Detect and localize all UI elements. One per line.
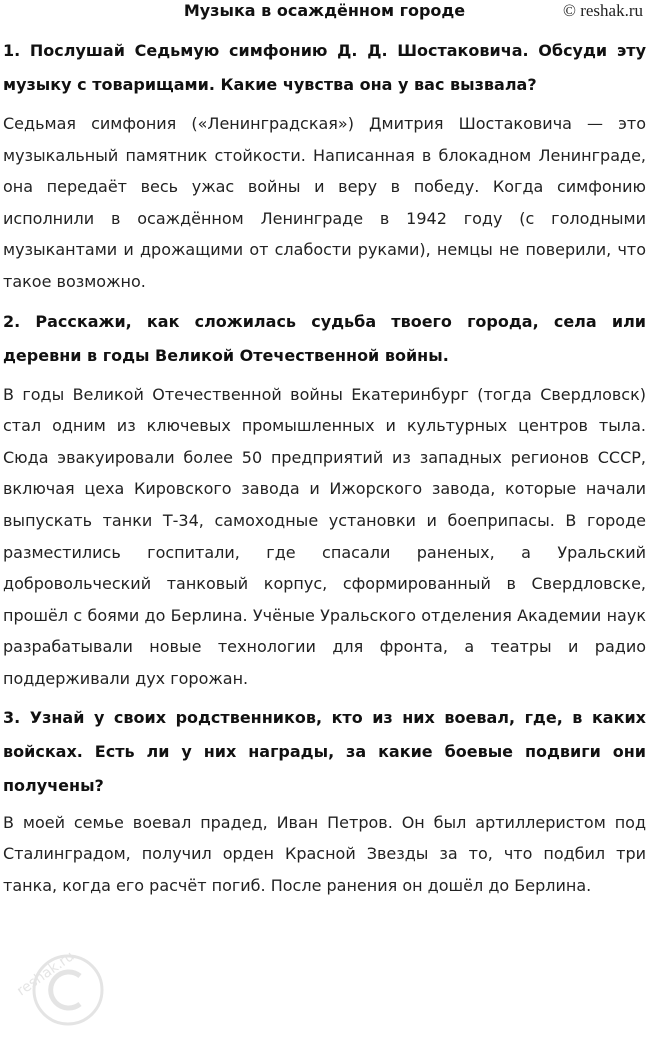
answer-1: Седьмая симфония («Ленинградская») Дмитрия Шостаковича — это музыкальный памятник стойкости. Написанная в блокадном Ленинграде, она передаёт весь ужас войны и веру в победу. Когда симфонию исполнили в осаждённом Ленинграде в 1942 году (с голодными музыкантами и дрожащими от слабости руками), немцы не поверили, что такое возможно. [3, 114, 646, 291]
watermark-text: reshak.ru [14, 948, 78, 1000]
reshak-watermark-icon [8, 930, 128, 1050]
document-content [3, 28, 646, 901]
question-3: 3. Узнай у своих родственников, кто из них воевал, где, в каких войсках. Есть ли у них награды, за какие боевые подвиги они получены? [3, 707, 646, 795]
page-header [0, 0, 649, 24]
answer-2: В годы Великой Отечественной войны Екатеринбург (тогда Свердловск) стал одним из ключевых промышленных и культурных центров тыла. Сюда эвакуировали более 50 предприятий из западных регионов СССР, включая цеха Кировского завода и Ижорского завода, которые начали выпускать танки Т-34, самоходные установки и боеприпасы. В городе разместились госпитали, где спасали раненых, а Уральский добровольческий танковый корпус, сформированный в Свердловске, прошёл с боями до Берлина. Учёные Уральского отделения Академии наук разрабатывали новые технологии для фронта, а театры и радио поддерживали дух горожан. [3, 384, 646, 688]
answer-3: В моей семье воевал прадед, Иван Петров. Он был артиллеристом под Сталинградом, получил орден Красной Звезды за то, что подбил три танка, когда его расчёт погиб. После ранения он дошёл до Берлина. [3, 812, 646, 895]
question-2: 2. Расскажи, как сложилась судьба твоего города, села или деревни в годы Великой Отечественной войны. [3, 311, 646, 365]
site-brand: © reshak.ru [563, 1, 643, 20]
page-title: Музыка в осаждённом городе [183, 1, 466, 20]
question-1: 1. Послушай Седьмую симфонию Д. Д. Шостаковича. Обсуди эту музыку с товарищами. Какие чувства она у вас вызвала? [3, 41, 646, 94]
